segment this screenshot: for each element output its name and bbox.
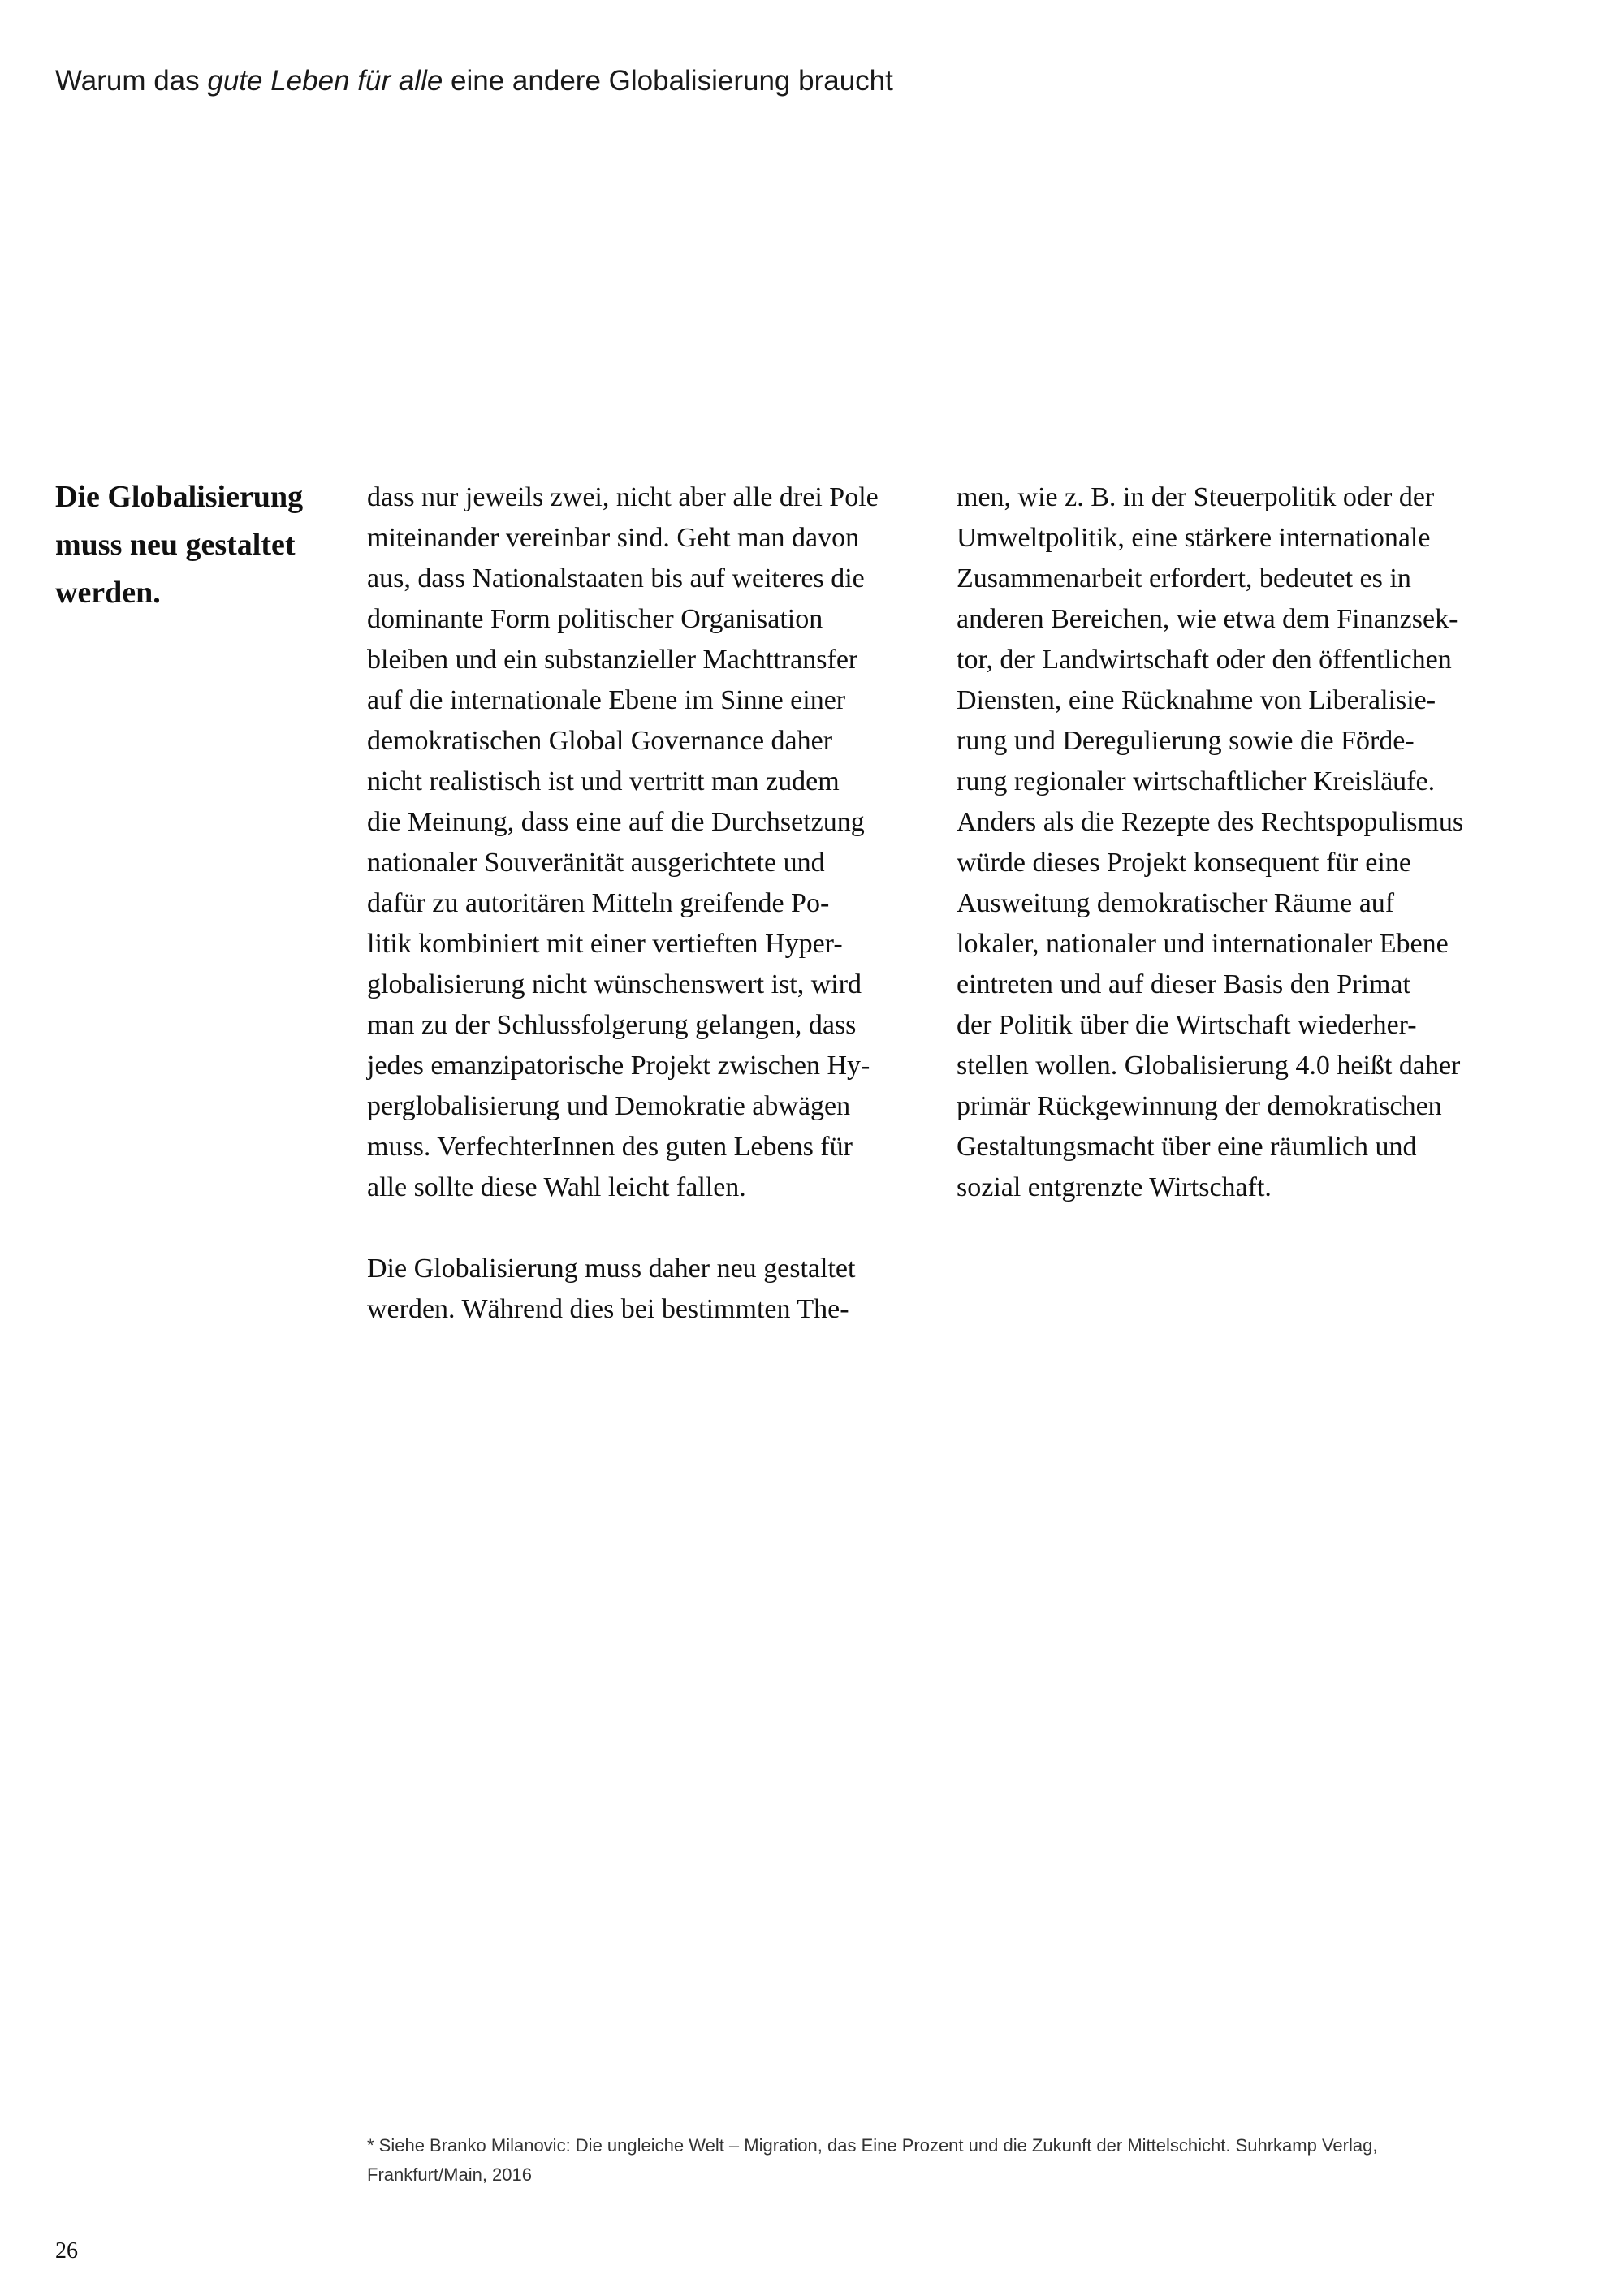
text-line: eintreten und auf dieser Basis den Primat: [957, 969, 1410, 999]
section-sidehead: [55, 473, 339, 617]
text-line: sozial entgrenzte Wirtschaft.: [957, 1172, 1272, 1202]
text-line: alle sollte diese Wahl leicht fallen.: [367, 1172, 746, 1202]
sidehead-line: Die Globalisierung: [55, 480, 304, 514]
text-line: jedes emanzipatorische Projekt zwischen Hy-: [367, 1051, 870, 1081]
running-head-emphasis: gute Leben für alle: [207, 65, 443, 97]
text-line: werden. Während dies bei bestimmten The-: [367, 1294, 849, 1324]
text-line: anderen Bereichen, wie etwa dem Finanzsek-: [957, 604, 1458, 634]
text-line: Zusammenarbeit erfordert, bedeutet es in: [957, 563, 1411, 593]
text-line: dass nur jeweils zwei, nicht aber alle drei Pole: [367, 482, 879, 512]
text-line: die Meinung, dass eine auf die Durchsetzung: [367, 807, 865, 837]
footnote: [367, 2131, 1504, 2190]
paragraph: [957, 477, 1525, 1208]
text-column-left: [367, 477, 935, 1330]
text-line: muss. VerfechterInnen des guten Lebens für: [367, 1132, 853, 1162]
paragraph: [367, 1249, 935, 1330]
running-head-suffix: eine andere Globalisierung braucht: [443, 65, 893, 97]
text-line: nationaler Souveränität ausgerichtete und: [367, 848, 825, 878]
text-line: litik kombiniert mit einer vertieften Hyper-: [367, 929, 843, 959]
text-line: rung regionaler wirtschaftlicher Kreisläufe.: [957, 766, 1436, 796]
paragraph: [367, 477, 935, 1208]
text-line: rung und Deregulierung sowie die Förde-: [957, 726, 1415, 756]
sidehead-line: muss neu gestaltet: [55, 528, 296, 562]
running-head-prefix: Warum das: [55, 65, 208, 97]
text-line: lokaler, nationaler und internationaler Ebene: [957, 929, 1449, 959]
text-line: dominante Form politischer Organisation: [367, 604, 823, 634]
text-line: bleiben und ein substanzieller Machttransfer: [367, 645, 858, 675]
text-line: aus, dass Nationalstaaten bis auf weiteres die: [367, 563, 865, 593]
text-line: auf die internationale Ebene im Sinne einer: [367, 685, 846, 715]
text-line: Umweltpolitik, eine stärkere internationale: [957, 523, 1431, 553]
text-line: man zu der Schlussfolgerung gelangen, dass: [367, 1010, 857, 1040]
sidehead-line: werden.: [55, 576, 161, 610]
text-line: Gestaltungsmacht über eine räumlich und: [957, 1132, 1417, 1162]
text-line: perglobalisierung und Demokratie abwägen: [367, 1091, 851, 1121]
page-number: 26: [55, 2238, 78, 2264]
text-line: dafür zu autoritären Mitteln greifende Po-: [367, 888, 830, 918]
text-line: men, wie z. B. in der Steuerpolitik oder der: [957, 482, 1435, 512]
text-line: Ausweitung demokratischer Räume auf: [957, 888, 1395, 918]
text-line: Diensten, eine Rücknahme von Liberalisie-: [957, 685, 1436, 715]
text-line: nicht realistisch ist und vertritt man zudem: [367, 766, 840, 796]
text-line: globalisierung nicht wünschenswert ist, wird: [367, 969, 862, 999]
text-line: Anders als die Rezepte des Rechtspopulismus: [957, 807, 1464, 837]
running-head: [55, 62, 893, 101]
footnote-line: * Siehe Branko Milanovic: Die ungleiche Welt – Migration, das Eine Prozent und die Zukunft der Mittelschicht. Suhrkamp Verlag,: [367, 2135, 1378, 2156]
text-line: primär Rückgewinnung der demokratischen: [957, 1091, 1442, 1121]
text-line: würde dieses Projekt konsequent für eine: [957, 848, 1411, 878]
text-line: der Politik über die Wirtschaft wiederher-: [957, 1010, 1417, 1040]
paragraph-spacer: [367, 1208, 935, 1249]
text-line: tor, der Landwirtschaft oder den öffentlichen: [957, 645, 1452, 675]
text-line: stellen wollen. Globalisierung 4.0 heißt daher: [957, 1051, 1461, 1081]
text-line: demokratischen Global Governance daher: [367, 726, 833, 756]
text-column-right: [957, 477, 1525, 1208]
text-line: miteinander vereinbar sind. Geht man davon: [367, 523, 860, 553]
footnote-line: Frankfurt/Main, 2016: [367, 2164, 532, 2185]
text-line: Die Globalisierung muss daher neu gestaltet: [367, 1254, 856, 1284]
